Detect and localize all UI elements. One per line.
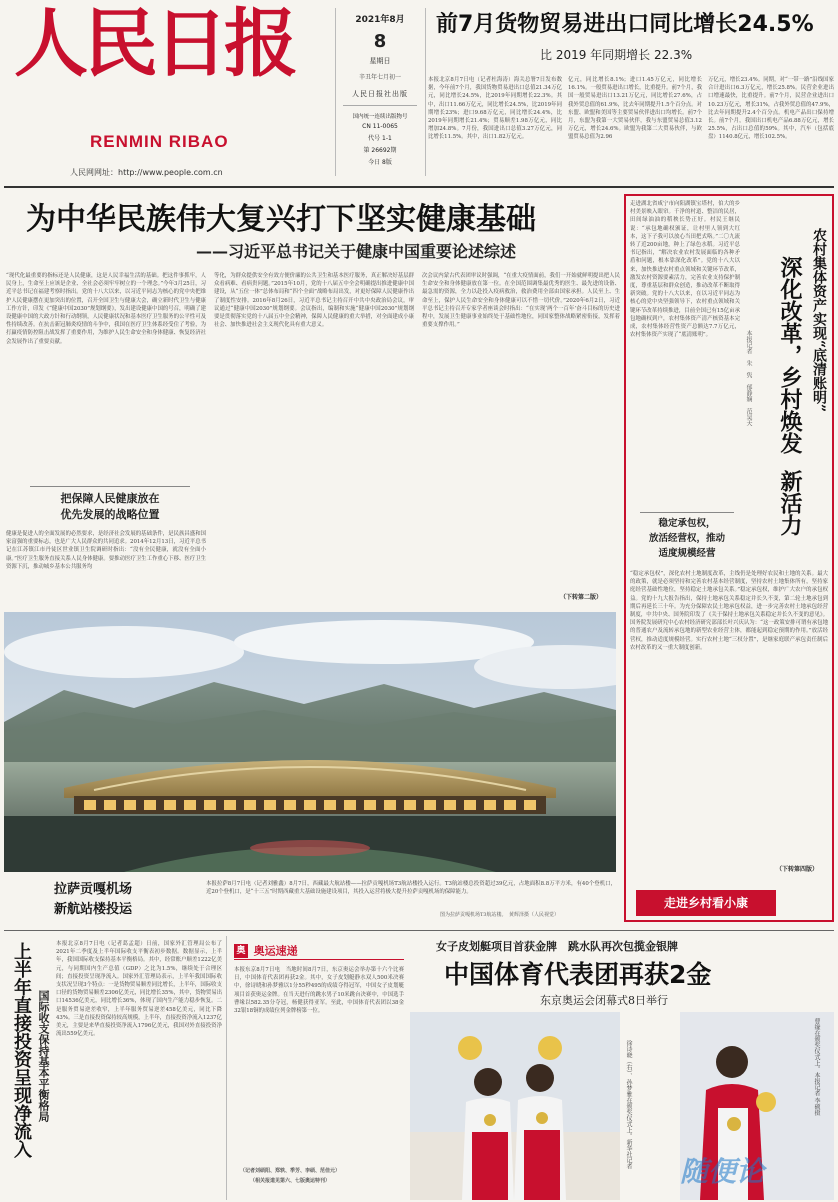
cn-label: 国内统一连续出版物号 — [352, 114, 408, 120]
weekday: 星期日 — [369, 57, 391, 65]
kayak-medal-photo — [410, 1012, 620, 1200]
photo-caption-1: 拉萨贡嘎机场 — [54, 882, 133, 897]
photo-story-body: 本报拉萨8月7日电（记者刘雅鑫）8月7日，西藏最大航站楼——拉萨贡嘎机场T3航站楼投入运行。T3航站楼总投资超过39亿元，占地面积8.8万平方米，有40个登机口，近20个登机口，是“十三五”时期西藏重大基础设施建设项目，其投入运营将极大提升拉萨贡嘎机场的保障能力。 — [206, 881, 616, 896]
olympics-related[interactable]: （相关报道见第六、七版奥运特刊） — [250, 1178, 331, 1184]
olympics-tag[interactable] — [234, 940, 404, 960]
side-sub-line-3: 适度规模经营 — [658, 548, 716, 559]
issue-info — [337, 12, 423, 166]
olympics-tag-label: 奥运速递 — [253, 944, 298, 958]
olympics-tag-icon: 奥 — [234, 944, 248, 958]
olympics-kicker: 女子皮划艇项目首获金牌 跳水队再次包揽金银牌 — [436, 940, 678, 953]
kayak-photo-illustration — [410, 1012, 620, 1200]
website-line: 人民网网址：http://www.people.com.cn — [70, 168, 223, 177]
main-story-col-3: 次会议内蒙古代表团审议时强调，“在重大疫情面前，我们一开始就鲜明提出把人民生命安全和身体健康放在第一位。在全国范围调集最优秀的医生、最先进的设备、最急需的资源，全力以赴投入疫病救治，救治费用全部由国家承担。人民至上、生命至上，保护人民生命安全和身体健康可以不惜一切代价。”2020年6月2日，习近平总书记主持召开专家学者座谈会时指出：“在实现‘两个一百年’奋斗目标的历史进程中，发展卫生健康事业始终处于基础性地位，同国家整体战略紧密衔接，发挥着重要支撑作用。” — [422, 273, 620, 329]
top-story-col-3: 万亿元，增长23.4%。同期，对“一带一路”沿线国家合计进出口6.3万亿元，增长25.8%。民营企业进出口增速最快，比重提升。前7个月，民营企业进出口10.23万亿元，增长31%，占我外贸总值的47.9%，比去年同期提升2.4个百分点。机电产品出口保持增长。前7个月，我国出口机电产品6.88万亿元，增长25.5%，占出口总值的59%。其中，汽车（包括底盘）1140.8亿元，增长102.5%。 — [708, 77, 834, 141]
day-number: 8 — [373, 31, 387, 52]
page-count: 今日 8版 — [368, 159, 392, 166]
watermark: 随便论 — [680, 1155, 765, 1188]
olympics-credit: （记者刘硕阳、郑轶、季芳、李硕、范佳元） — [240, 1168, 341, 1174]
left-bottom-headline[interactable]: 上半年直接投资呈现净流入 — [11, 942, 32, 1158]
airport-photo — [4, 612, 616, 872]
olympics-subhead: 东京奥运会闭幕式8日举行 — [540, 994, 668, 1007]
top-story-subhead: 比 2019 年同期增长 22.3% — [540, 48, 693, 62]
lunar-date: 辛丑年七月初一 — [358, 74, 401, 81]
left-bottom-kicker: 国际收支保持基本平衡格局 — [37, 990, 50, 1122]
side-sub-line-2: 放活经营权，推动 — [648, 533, 725, 544]
section-title-line-1: 把保障人民健康放在 — [60, 492, 160, 505]
cn-code: CN 11-0065 — [362, 123, 398, 130]
side-story-byline: 本报记者 朱 隽 郁静娴 范昊天 — [745, 330, 752, 426]
side-sub-line-1: 稳定承包权， — [658, 518, 716, 529]
main-story-headline[interactable]: 为中华民族伟大复兴打下坚实健康基础 — [26, 202, 536, 237]
top-story-headline[interactable]: 前7月货物贸易进出口同比增长24.5% — [436, 12, 814, 37]
photo-caption-2: 新航站楼投运 — [54, 902, 133, 917]
section-title-box — [20, 486, 200, 526]
issue-code: 代号 1-1 — [368, 135, 392, 142]
top-story-col-2: 亿元，同比增长8.1%；进口1.45万亿元，同比增长16.1%。一般贸易进出口增长，比重提升。前7个月，我国一般贸易进出口13.21万亿元，同比增长27.6%，占我外贸总值的61.9%，比去年同期提升1.5个百分点。对东盟、欧盟和美国等主要贸易伙伴进出口均增长。前7个月，东盟为我第一大贸易伙伴，我与东盟贸易总值3.12万亿元，增长24.6%。欧盟为我第二大贸易伙伴，与欧盟贸易总值为2.96 — [568, 77, 702, 141]
issue-number: 第 26692期 — [363, 147, 397, 154]
publisher: 人民日报社出版 — [352, 90, 408, 98]
main-story-col-2: 等化，为群众提供安全有效方便价廉的公共卫生和基本医疗服务，真正解决好基层群众看病难、看病贵问题。”2015年10月，党的十八届五中全会明确提出推进健康中国建设，从“五位一体”总体布局和“四个全面”战略布局出发，对更好保障人民健康作出了制度性安排。2016年8月26日，习近平总书记主持召开中共中央政治局会议，审议通过“健康中国2030”规划纲要。会议指出，编制和实施“健康中国2030”规划纲要是贯彻落实党的十八届五中全会精神，保障人民健康的重大举措，对全面建成小康社会、加快推进社会主义现代化具有重大意义。 — [214, 273, 414, 329]
main-story-subhead: ——习近平总书记关于健康中国重要论述综述 — [196, 242, 517, 261]
side-story-headline-a[interactable]: 深化改革，乡村焕发 — [777, 256, 803, 454]
date-line: 2021年8月 — [355, 15, 405, 25]
left-bottom-body: 本报北京8月7日电（记者葛孟超）日前，国家外汇管理局公布了2021年二季度及上半年国际收支平衡表初步数据。数据显示，上半年，我国国际收支保持基本平衡格局。其中，经常账户顺差1222亿美元，与同期国内生产总值（GDP）之比为1.5%，继续处于合理区间；直接投资呈现净流入。国家外汇管理局表示，上半年我国国际收支状况呈现3个特点：一是货物贸易顺差同比增长，上半年，国际收支口径的货物贸易顺差2306亿美元，同比增长35%，其中，货物贸易出口14536亿美元，同比增长36%，体现了国内生产能力稳步恢复。二是服务贸易逆差收窄，上半年服务贸易逆差458亿美元，同比下降43%。三是直接投资保持较高规模，上半年，直接投资净流入1237亿美元，主要是来华直接投资净流入1796亿美元，我国对外直接投资净流出559亿美元。 — [56, 941, 222, 1038]
main-story-continue[interactable]: （下转第二版） — [560, 594, 603, 601]
diving-photo-caption: 曹缘在颁奖仪式上。本报记者 李硕摄 — [813, 1018, 820, 1116]
side-story-subhead — [632, 512, 742, 561]
side-story-body-bottom: “稳定承包权”，深化农村土地制度改革，主线仍是处理好农民和土地的关系。最大的政策，就是必须坚持和完善农村基本经营制度，坚持农村土地集体所有，坚持家庭经营基础性地位，坚持稳定土地承包关系。”稳定承包权，维护广大农户的承包权益。党的十九大报告指出，保持土地承包关系稳定并长久不变，第二轮土地承包到期后再延长三十年。为充分保障农民土地承包权益，进一步完善农村土地承包经营制度，中共中央、国务院印发了《关于保持土地承包关系稳定并长久不变的意见》。国务院发展研究中心农村经济研究部部长叶兴庆认为：“这一政策安排可谓有承包地的普通农户及流转承包地的新型农业经营主体，都能起到稳定预期的作用。”放活经营权，推动适度规模经营。实行农村土地“三权分置”，是继家庭联产承包责任制后农村改革的又一重大制度创新。 — [630, 571, 828, 651]
rural-button[interactable]: 走进乡村看小康 — [636, 890, 776, 916]
photo-credit: 图为拉萨贡嘎机场T3航站楼。 黄辉泽摄（人民视觉） — [440, 912, 560, 918]
olympics-headline[interactable]: 中国体育代表团再获2金 — [444, 960, 712, 989]
airport-photo-illustration — [4, 612, 616, 872]
masthead-logo: 人民日报 — [14, 1, 294, 87]
masthead-pinyin: RENMIN RIBAO — [90, 132, 229, 151]
section-body: 健康是促进人的全面发展的必然要求，是经济社会发展的基础条件，是民族昌盛和国家富强的重要标志，也是广大人民群众的共同追求。2014年12月13日，习近平总书记在江苏镇江市丹徒区世业镇卫生院调研时指出：“没有全民健康，就没有全面小康。”医疗卫生服务直接关系人民身体健康。要推动医疗卫生工作重心下移、医疗卫生资源下沉，推动城乡基本公共服务均 — [6, 531, 206, 570]
section-title-line-2: 优先发展的战略位置 — [60, 508, 160, 521]
kayak-photo-caption: 徐诗晓（右）、孙梦雅在颁奖仪式上。新华社记者 — [625, 1040, 632, 1169]
olympics-body: 本报东京8月7日电 当地时间8月7日，东京奥运会举办第十六个比赛日，中国体育代表团再获2金。其中，女子皮划艇静水双人500米决赛中，徐诗晓和孙梦雅以1分55秒495的成绩夺得冠军，中国女子皮划艇项目首获奥运金牌。在当天进行的跳水男子10米跳台决赛中，中国选手曹缘以582.35分夺冠，杨健获得亚军。至此，中国体育代表团以38金32银18铜的成绩位列金牌榜第一位。 — [234, 967, 404, 1015]
side-story-kicker: 农村集体资产实现“底清账明” — [811, 228, 827, 413]
side-story-headline-b[interactable]: 新活力 — [777, 470, 803, 536]
top-story-col-1: 本报北京8月7日电（记者杜海涛）海关总署7日发布数据，今年前7个月，我国货物贸易进出口总值21.34万亿元，同比增长24.5%，比2019年同期增长22.3%。其中，出口11.66万亿元，同比增长24.5%，比2019年同期增长23%；进口9.68万亿元，同比增长24.4%，比2019年同期增长21.4%；贸易顺差1.98万亿元，同比增加24.8%。7月份，我国进出口总值3.27万亿元，同比增长11.5%。其中，出口1.82万亿元。 — [428, 77, 562, 141]
side-story-continue[interactable]: （下转第四版） — [776, 866, 819, 873]
side-story-body-top: 走进湖北省咸宁市向阳湖镇宝塔村，伯大的乡村美景映入眼帘。千净的村道、整洁的民居，田间绿油油的稻秧长势正好。村民王继民说：“承包地确权颁证，让村里人领到大红本，这下子我可以放心当田把式咯。”二〇九流转了近200亩地，种上了绿色水稻。习近平总书记指出，“解决农业农村发展面临的各种矛盾和问题，根本靠深化改革”。党的十八大以来，加快推进农村重点领域和关键环节改革，激发农村资源要素活力，完善农业支持保护制度，尊重基层和群众创造，推动改革不断取得新突破。党的十八大以来，在以习近平同志为核心的党中央坚强领导下，农村重点领域和关键环节改革持续推进，目前全国已有15亿亩承包地确权到户，农村集体资产清产核资基本完成，农村集体经营性资产总额达7.7万亿元，农村集体资产实现了“底清账明”。 — [630, 201, 740, 339]
main-story-col-1: “现代化最重要的指标还是人民健康，这是人民幸福生活的基础。把这件事抓牢，人民身上，生命至上应该是企业、全社会必须牢牢树立的一个理念。”今年3月25日，习近平总书记在福建考察时指出。党的十八大以来，以习近平同志为核心的党中央把维护人民健康摆在更加突出的位置，召开全国卫生与健康大会，确立新时代卫生与健康工作方针，印发《“健康中国2030”规划纲要》，发出建设健康中国的号召，明确了建设健康中国的大政方针和行动纲领，人民健康状况和基本医疗卫生服务的公平性可及性持续改善。在抗击新冠肺炎疫情的斗争中，我国在医疗卫生体系经受住了考验，为打赢疫情防控阻击战发挥了重要作用，为维护人民生命安全和身体健康、恢复经济社会发展作出了重要贡献。 — [6, 273, 206, 345]
